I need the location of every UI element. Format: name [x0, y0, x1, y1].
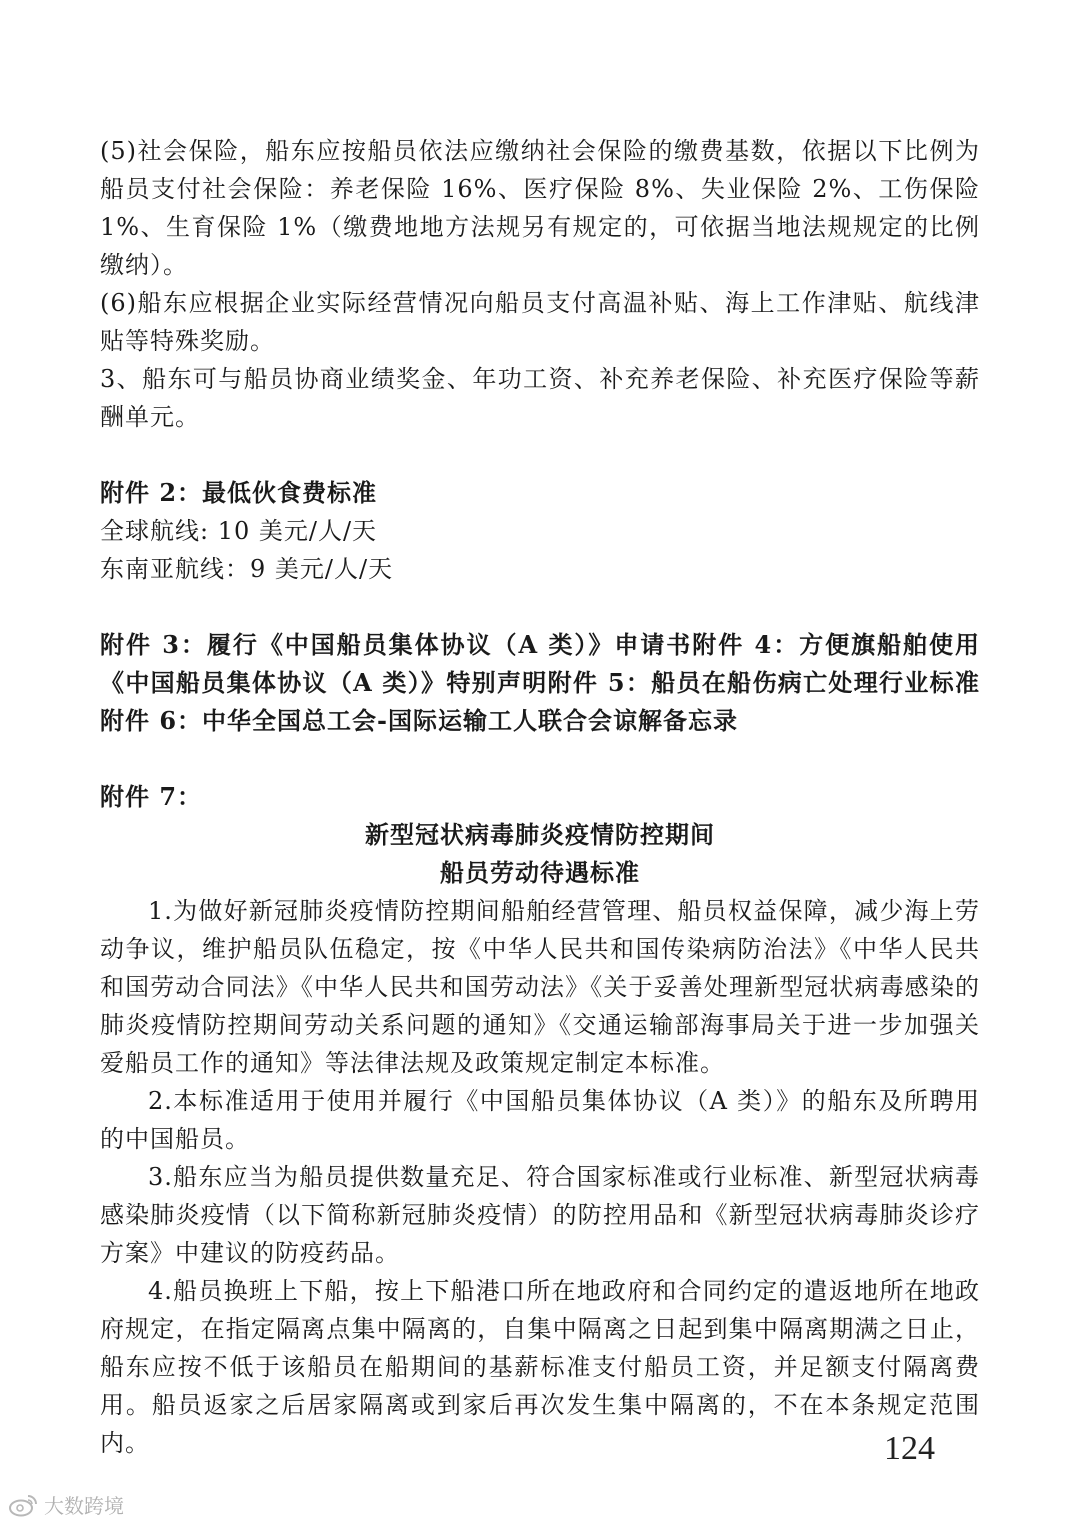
spacer [100, 740, 980, 778]
annex2-heading: 附件 2：最低伙食费标准 [100, 478, 378, 507]
annex7-title-line2: 船员劳动待遇标准 [440, 858, 640, 887]
spacer [100, 436, 980, 474]
annex7-item-3: 3.船东应当为船员提供数量充足、符合国家标准或行业标准、新型冠状病毒感染肺炎疫情（以下简称新冠肺炎疫情）的防控用品和《新型冠状病毒肺炎诊疗方案》中建议的防疫药品。 [100, 1163, 980, 1267]
annex2-global-route: 全球航线: 10 美元/人/天 [100, 517, 378, 545]
page-content [100, 132, 980, 1462]
annex7-item-4: 4.船员换班上下船，按上下船港口所在地政府和合同约定的遣返地所在地政府规定，在指定隔离点集中隔离的，自集中隔离之日起到集中隔离期满之日止，船东应按不低于该船员在船期间的基薪标准支付船员工资，并足额支付隔离费用。船员返家之后居家隔离或到家后再次发生集中隔离的，不在本条规定范围内。 [100, 1277, 980, 1457]
annex7-item-2: 2.本标准适用于使用并履行《中国船员集体协议（A 类）》的船东及所聘用的中国船员。 [100, 1087, 980, 1153]
annex7-label: 附件 7： [100, 782, 203, 811]
annex3-6-heading: 附件 3：履行《中国船员集体协议（A 类）》申请书附件 4：方便旗船舶使用《中国船员集体协议（A 类）》特别声明附件 5：船员在船伤病亡处理行业标准附件 6：中华全国总工会-国际运输工人联合会谅解备忘录 [100, 630, 980, 735]
spacer [100, 588, 980, 626]
weibo-logo-icon [8, 1493, 38, 1517]
paragraph-social-insurance: (5)社会保险，船东应按船员依法应缴纳社会保险的缴费基数，依据以下比例为船员支付社会保险：养老保险 16%、医疗保险 8%、失业保险 2%、工伤保险 1%、生育保险 1%（缴费地地方法规另有规定的，可依据当地法规规定的比例缴纳）。 [100, 137, 980, 279]
paragraph-special-rewards: (6)船东应根据企业实际经营情况向船员支付高温补贴、海上工作津贴、航线津贴等特殊奖励。 [100, 289, 980, 355]
annex7-title-line1: 新型冠状病毒肺炎疫情防控期间 [365, 820, 715, 849]
page-number: 124 [884, 1430, 935, 1467]
watermark [8, 1490, 124, 1519]
annex7-item-1: 1.为做好新冠肺炎疫情防控期间船舶经营管理、船员权益保障，减少海上劳动争议，维护船员队伍稳定，按《中华人民共和国传染病防治法》《中华人民共和国劳动合同法》《中华人民共和国劳动法》《关于妥善处理新型冠状病毒感染的肺炎疫情防控期间劳动关系问题的通知》《交通运输部海事局关于进一步加强关爱船员工作的通知》等法律法规及政策规定制定本标准。 [100, 897, 980, 1077]
watermark-text: 大数跨境 [44, 1494, 124, 1518]
paragraph-salary-units: 3、船东可与船员协商业绩奖金、年功工资、补充养老保险、补充医疗保险等薪酬单元。 [100, 365, 980, 431]
annex2-southeast-asia-route: 东南亚航线：9 美元/人/天 [100, 555, 394, 583]
